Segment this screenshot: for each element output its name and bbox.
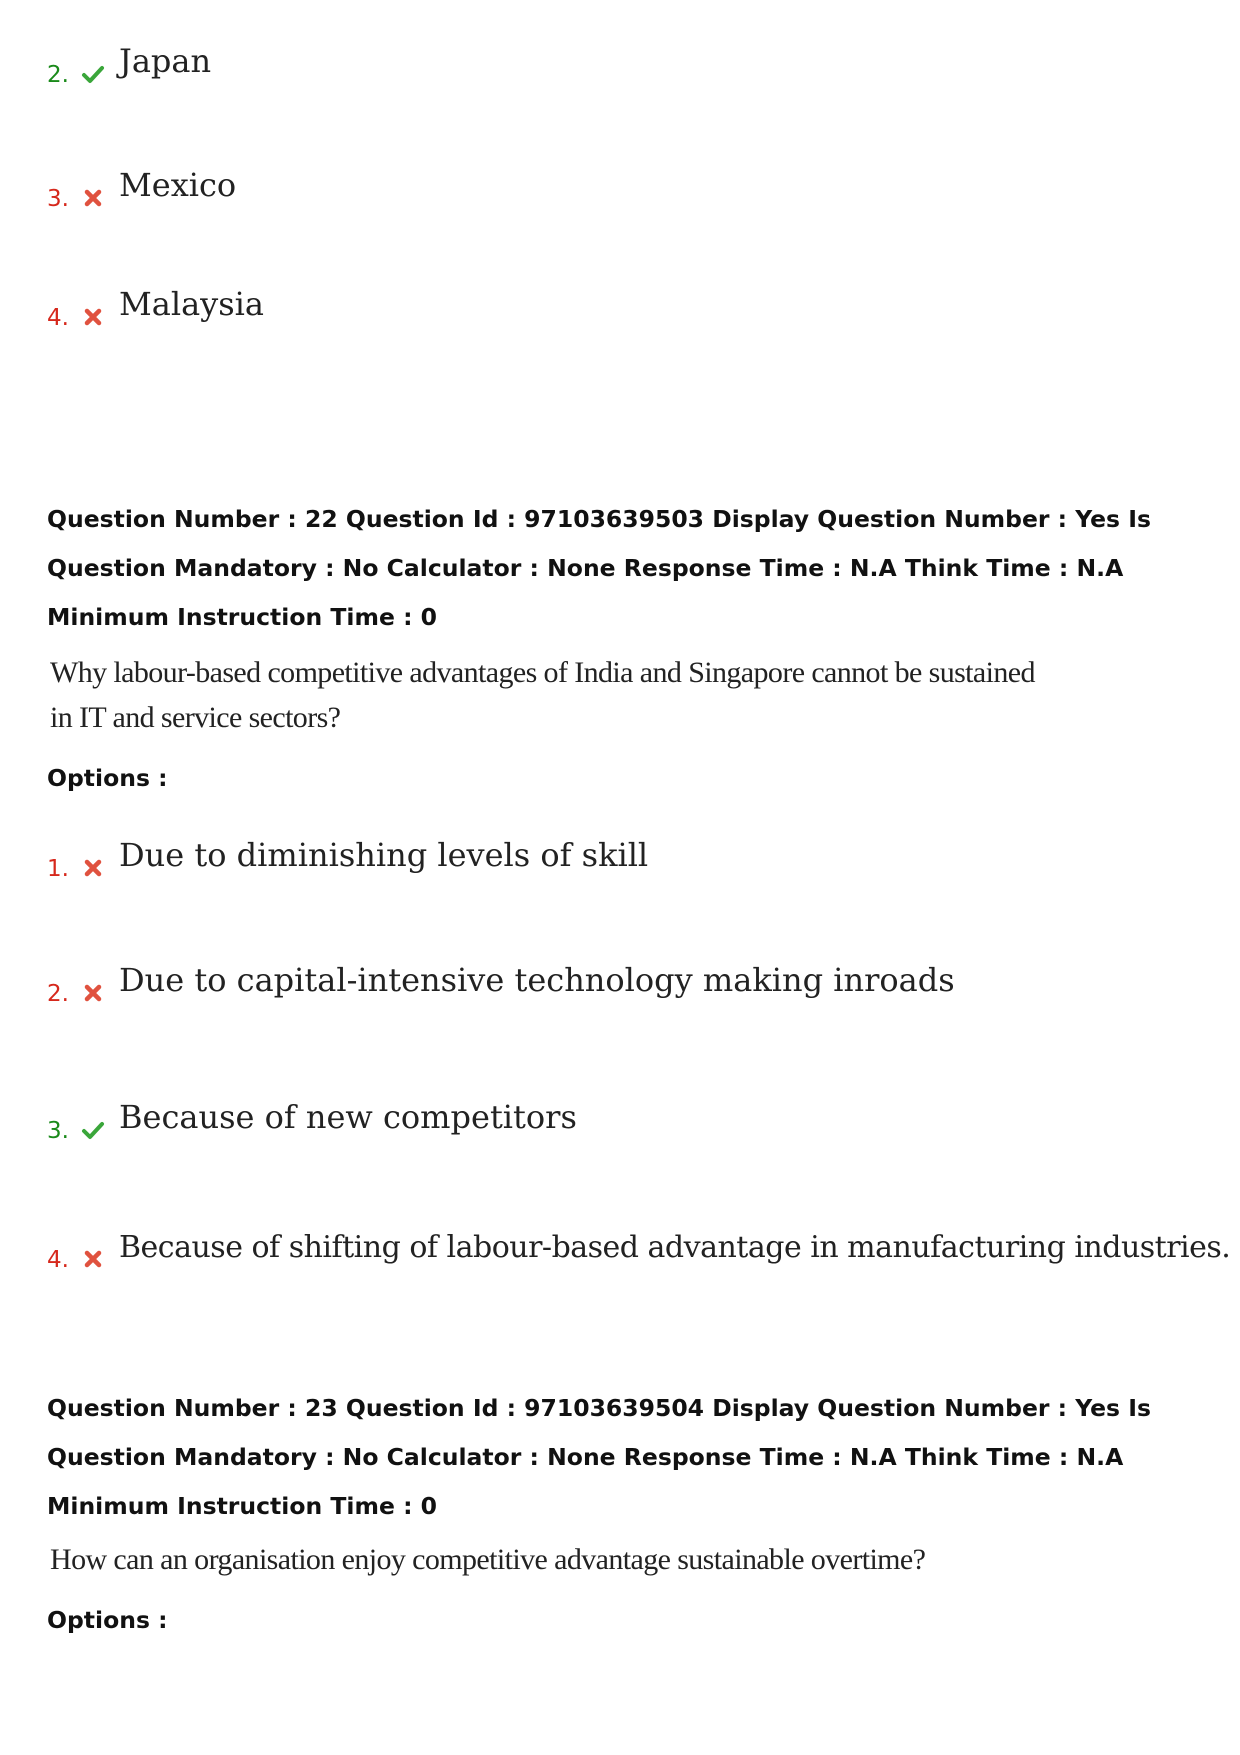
- options-label: Options :: [47, 764, 168, 792]
- correct-check-icon: [81, 62, 105, 86]
- option-text: Because of new competitors: [119, 1098, 577, 1136]
- question-22-text-line-2: in IT and service sectors?: [50, 701, 341, 734]
- option-4: [47, 285, 264, 333]
- correct-check-icon: [81, 1118, 105, 1142]
- wrong-cross-icon: [81, 981, 105, 1005]
- option-number: 3.: [47, 186, 69, 212]
- option-number: 1.: [47, 856, 69, 882]
- option-number: 2.: [47, 62, 69, 88]
- option-3: [47, 166, 237, 214]
- option-number: 3.: [47, 1118, 69, 1144]
- option-text: Due to capital-intensive technology making inroads: [119, 961, 955, 999]
- option-number: 4.: [47, 1247, 69, 1273]
- option-4: [47, 1230, 1231, 1275]
- option-text: Malaysia: [119, 285, 264, 323]
- option-3: [47, 1098, 577, 1146]
- wrong-cross-icon: [81, 856, 105, 880]
- option-2: [47, 42, 212, 90]
- option-text: Due to diminishing levels of skill: [119, 836, 649, 874]
- question-23-meta: Question Number : 23 Question Id : 97103639504 Display Question Number : Yes Is Question Mandatory : No Calculator : None Response Time : N.A Think Time : N.A Minimum Instruction Time : 0: [47, 1394, 1151, 1520]
- option-number: 4.: [47, 305, 69, 331]
- option-text: Mexico: [119, 166, 237, 204]
- question-22-text-line-1: Why labour-based competitive advantages of India and Singapore cannot be sustained: [50, 656, 1035, 689]
- option-number: 2.: [47, 981, 69, 1007]
- wrong-cross-icon: [81, 1247, 105, 1271]
- option-2: [47, 961, 955, 1009]
- question-23-text: How can an organisation enjoy competitive advantage sustainable overtime?: [50, 1543, 926, 1576]
- wrong-cross-icon: [81, 305, 105, 329]
- question-22-text: [50, 650, 1050, 740]
- question-22-meta: Question Number : 22 Question Id : 97103639503 Display Question Number : Yes Is Question Mandatory : No Calculator : None Response Time : N.A Think Time : N.A Minimum Instruction Time : 0: [47, 505, 1151, 631]
- wrong-cross-icon: [81, 186, 105, 210]
- option-text: Because of shifting of labour-based advantage in manufacturing industries.: [119, 1230, 1231, 1265]
- option-1: [47, 836, 649, 884]
- option-text: Japan: [119, 42, 212, 80]
- options-label: Options :: [47, 1606, 168, 1634]
